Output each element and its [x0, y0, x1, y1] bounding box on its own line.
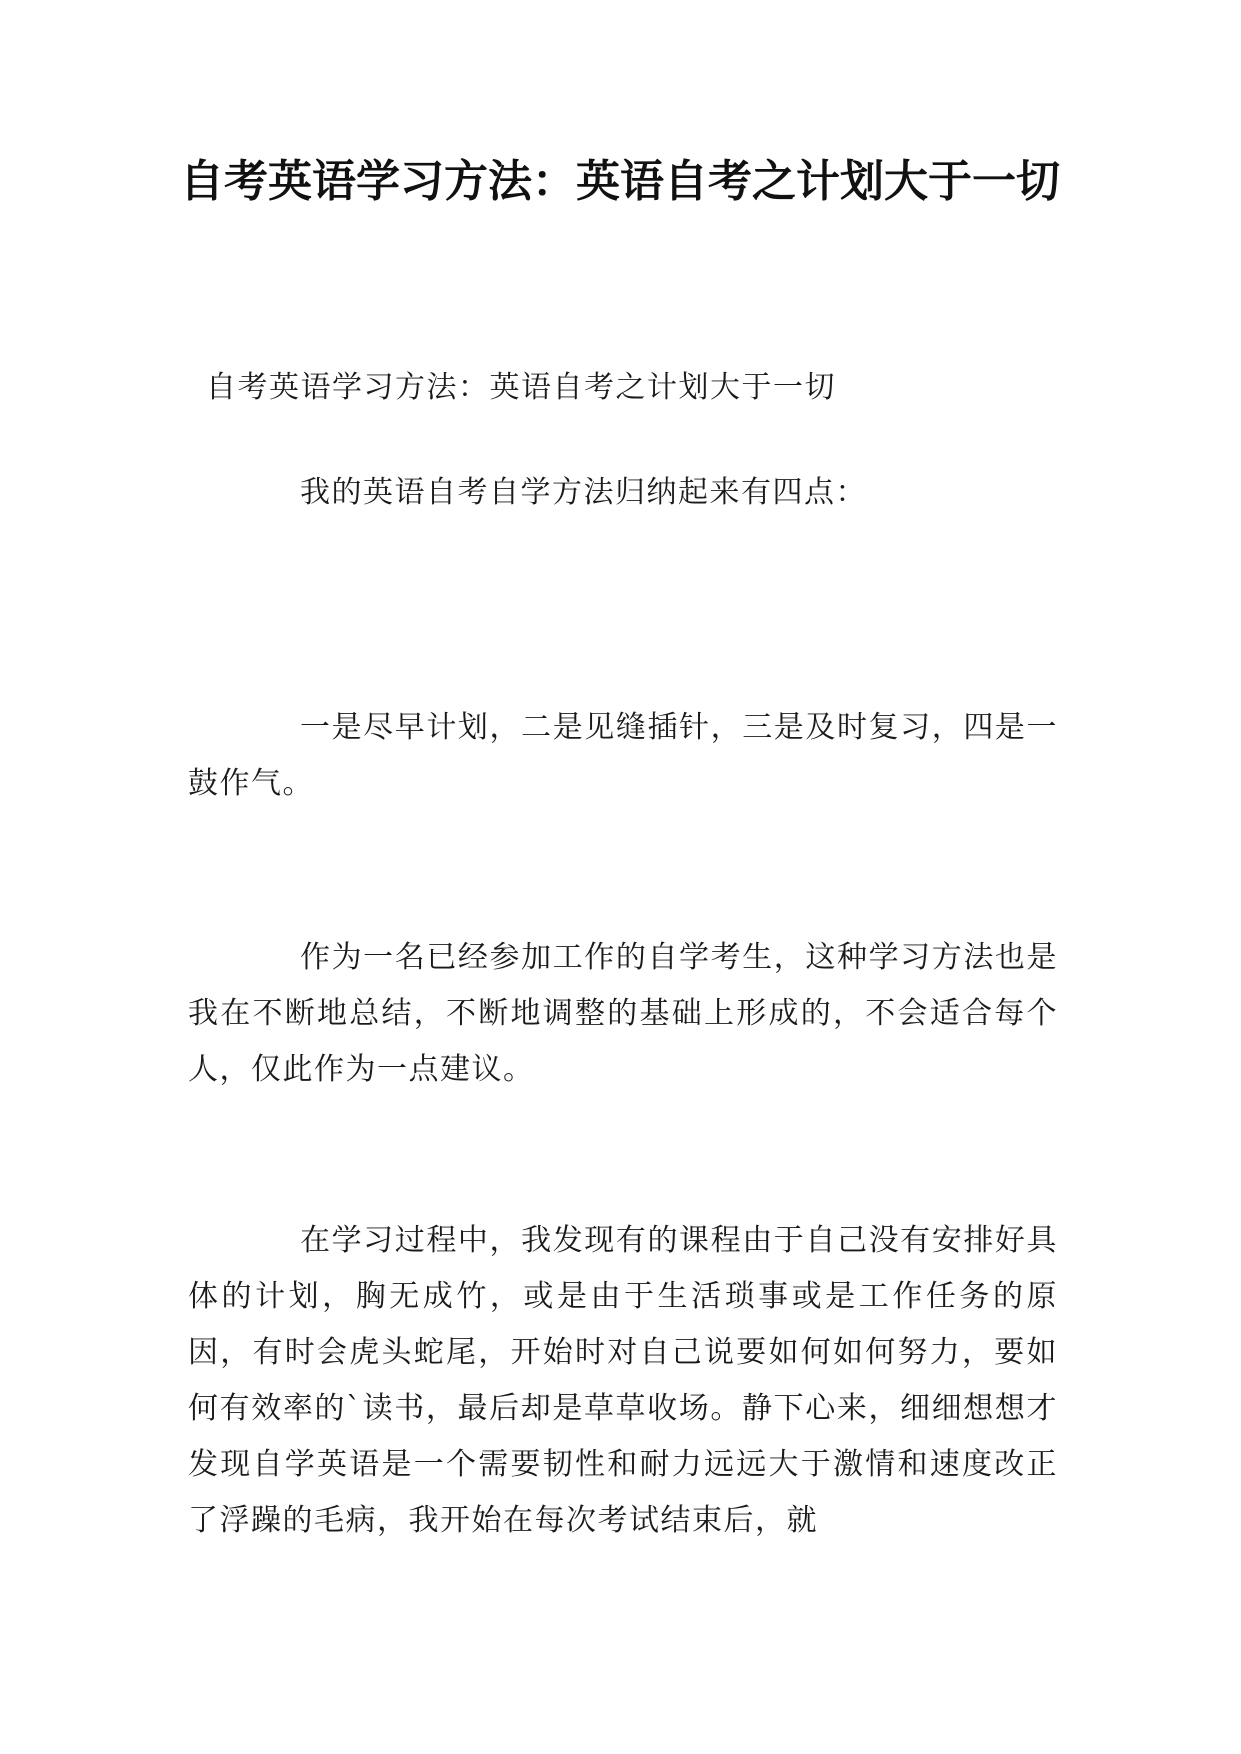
intro-paragraph: 我的英语自考自学方法归纳起来有四点：	[300, 475, 867, 510]
document-title: 自考英语学习方法：英语自考之计划大于一切	[180, 156, 1060, 207]
four-points-paragraph: 一是尽早计划，二是见缝插针，三是及时复习，四是一鼓作气。	[188, 710, 1058, 801]
method-note-paragraph: 作为一名已经参加工作的自学考生，这种学习方法也是我在不断地总结，不断地调整的基础上形成的，不会适合每个人，仅此作为一点建议。	[188, 940, 1058, 1087]
subtitle-paragraph: 自考英语学习方法：英语自考之计划大于一切	[206, 370, 836, 405]
learning-process-paragraph: 在学习过程中，我发现有的课程由于自己没有安排好具体的计划，胸无成竹，或是由于生活琐事或是工作任务的原因，有时会虎头蛇尾，开始时对自己说要如何如何努力，要如何有效率的`读书，最后却是草草收场。静下心来，细细想想才发现自学英语是一个需要韧性和耐力远远大于激情和速度改正了浮躁的毛病，我开始在每次考试结束后，就	[188, 1223, 1058, 1538]
